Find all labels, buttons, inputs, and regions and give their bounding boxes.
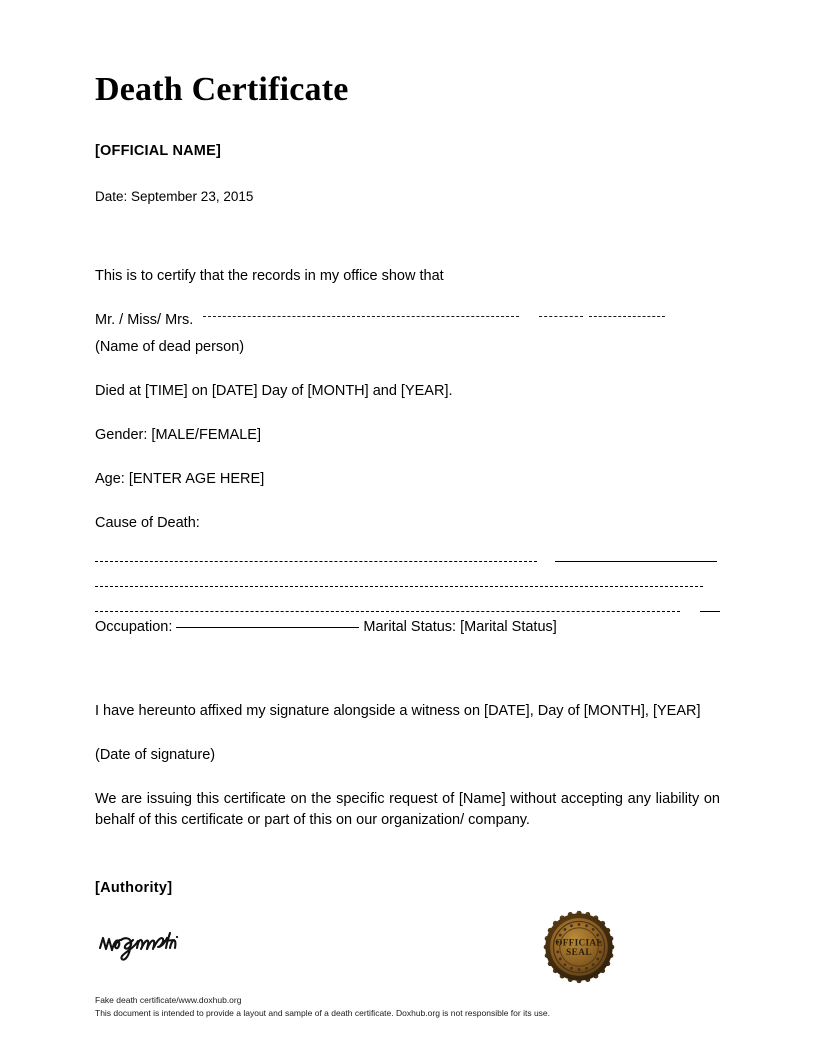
cause-of-death-label: Cause of Death: [95, 515, 200, 532]
date-line: Date: September 23, 2015 [95, 189, 254, 205]
salutation-row [95, 310, 720, 331]
issuing-statement: We are issuing this certificate on the specific request of [Name] without accepting any liability on behalf of this certificate or part of this on our organization/ company. [95, 791, 720, 829]
cause-of-death-rule-row-1 [95, 542, 720, 567]
died-at-line: Died at [TIME] on [DATE] Day of [MONTH] and [YEAR]. [95, 383, 453, 400]
age-line: Age: [ENTER AGE HERE] [95, 471, 265, 488]
official-name-field: [OFFICIAL NAME] [95, 143, 221, 160]
certify-statement: This is to certify that the records in my office show that [95, 268, 444, 285]
signature-and-seal-area [95, 902, 720, 988]
footer-source-line: Fake death certificate/www.doxhub.org [95, 995, 242, 1006]
name-dash-rule-1 [203, 316, 519, 318]
name-dash-rule-3 [589, 316, 665, 318]
cause-of-death-rule-row-3 [95, 592, 720, 617]
name-dash-rule-2 [539, 316, 583, 318]
signature-statement: I have hereunto affixed my signature alongside a witness on [DATE], Day of [MONTH], [YEAR] [95, 703, 701, 720]
document-content [95, 70, 720, 1019]
footer-disclaimer-line: This document is intended to provide a layout and sample of a death certificate. Doxhub.org is not responsible for its use. [95, 1007, 551, 1018]
salutation-prefix: Mr. / Miss/ Mrs. [95, 312, 194, 329]
authority-label: [Authority] [95, 880, 173, 897]
seal-text-line1: OFFICIAL [555, 938, 603, 949]
page-title: Death Certificate [95, 71, 349, 108]
authority-spacer [95, 854, 720, 880]
cause-rule-3a [95, 611, 680, 612]
occupation-marital-row [95, 617, 720, 638]
footer [95, 994, 720, 1019]
name-caption: (Name of dead person) [95, 339, 245, 356]
seal-text-line2: SEAL [566, 948, 592, 959]
cause-rule-1a [95, 561, 537, 562]
gender-line: Gender: [MALE/FEMALE] [95, 427, 262, 444]
handwritten-signature-icon [97, 928, 193, 962]
official-seal-stamp [542, 910, 616, 984]
cause-of-death-rule-row-2 [95, 567, 720, 592]
cause-rule-1b [555, 561, 717, 562]
cause-rule-2a [95, 586, 703, 587]
occupation-rule [176, 627, 359, 628]
marital-status-label: Marital Status: [Marital Status] [363, 619, 557, 636]
section-spacer [95, 661, 720, 701]
date-of-signature-caption: (Date of signature) [95, 747, 216, 764]
occupation-label: Occupation: [95, 619, 173, 636]
cause-rule-3b [700, 611, 720, 612]
